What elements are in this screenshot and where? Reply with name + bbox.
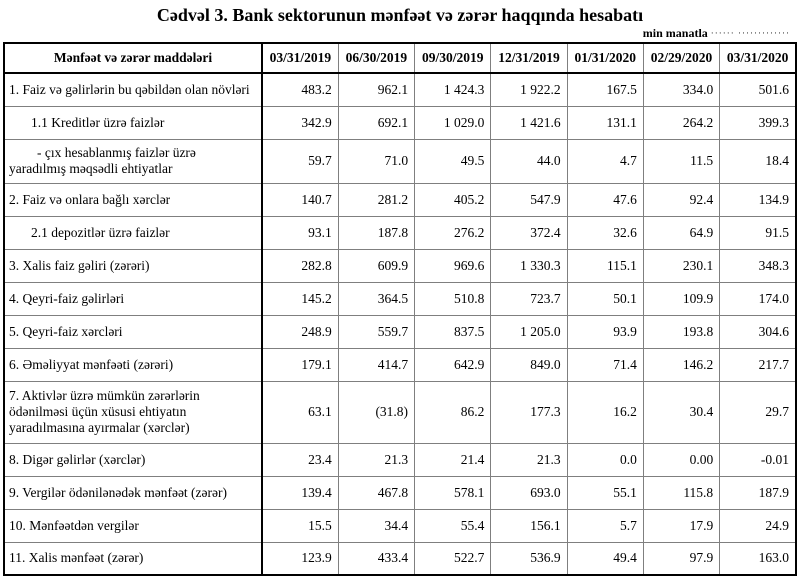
value-cell: 167.5	[567, 73, 643, 106]
value-cell: 5.7	[567, 509, 643, 542]
value-cell: 414.7	[338, 348, 414, 381]
value-cell: 501.6	[720, 73, 796, 106]
value-cell: 193.8	[643, 315, 719, 348]
value-cell: 372.4	[491, 216, 567, 249]
value-cell: 93.9	[567, 315, 643, 348]
unit-note-label: min manatla	[642, 26, 708, 40]
value-cell: 642.9	[415, 348, 491, 381]
value-cell: 145.2	[262, 282, 338, 315]
value-cell: 578.1	[415, 476, 491, 509]
value-cell: 115.8	[643, 476, 719, 509]
value-cell: 140.7	[262, 183, 338, 216]
value-cell: 1 922.2	[491, 73, 567, 106]
period-column-header: 03/31/2019	[262, 43, 338, 73]
period-column-header: 03/31/2020	[720, 43, 796, 73]
value-cell: 0.00	[643, 443, 719, 476]
value-cell: 139.4	[262, 476, 338, 509]
table-row	[4, 183, 796, 216]
value-cell: 86.2	[415, 381, 491, 443]
table-row	[4, 348, 796, 381]
row-label: 4. Qeyri-faiz gəlirləri	[4, 282, 262, 315]
value-cell: 510.8	[415, 282, 491, 315]
value-cell: 692.1	[338, 106, 414, 139]
row-label: 1. Faiz və gəlirlərin bu qəbildən olan növləri	[4, 73, 262, 106]
value-cell: 146.2	[643, 348, 719, 381]
value-cell: 849.0	[491, 348, 567, 381]
items-column-header: Mənfəət və zərər maddələri	[4, 43, 262, 73]
value-cell: 123.9	[262, 542, 338, 575]
value-cell: 177.3	[491, 381, 567, 443]
value-cell: 93.1	[262, 216, 338, 249]
table-row	[4, 249, 796, 282]
value-cell: 71.0	[338, 139, 414, 183]
leader-dots: ······ ·············	[710, 28, 790, 38]
value-cell: 32.6	[567, 216, 643, 249]
row-label: 8. Digər gəlirlər (xərclər)	[4, 443, 262, 476]
row-label: 10. Mənfəətdən vergilər	[4, 509, 262, 542]
row-label: 5. Qeyri-faiz xərcləri	[4, 315, 262, 348]
value-cell: 282.8	[262, 249, 338, 282]
value-cell: 467.8	[338, 476, 414, 509]
value-cell: 522.7	[415, 542, 491, 575]
value-cell: 264.2	[643, 106, 719, 139]
value-cell: 34.4	[338, 509, 414, 542]
value-cell: 179.1	[262, 348, 338, 381]
value-cell: 348.3	[720, 249, 796, 282]
value-cell: 23.4	[262, 443, 338, 476]
value-cell: 483.2	[262, 73, 338, 106]
unit-note	[0, 26, 800, 42]
value-cell: 364.5	[338, 282, 414, 315]
value-cell: 47.6	[567, 183, 643, 216]
value-cell: 1 029.0	[415, 106, 491, 139]
row-label: 11. Xalis mənfəət (zərər)	[4, 542, 262, 575]
value-cell: 187.9	[720, 476, 796, 509]
value-cell: 276.2	[415, 216, 491, 249]
value-cell: 334.0	[643, 73, 719, 106]
table-row	[4, 106, 796, 139]
row-label: 6. Əməliyyat mənfəəti (zərəri)	[4, 348, 262, 381]
value-cell: 115.1	[567, 249, 643, 282]
value-cell: 969.6	[415, 249, 491, 282]
value-cell: 59.7	[262, 139, 338, 183]
value-cell: 55.4	[415, 509, 491, 542]
value-cell: 21.3	[338, 443, 414, 476]
value-cell: 0.0	[567, 443, 643, 476]
period-column-header: 02/29/2020	[643, 43, 719, 73]
value-cell: 342.9	[262, 106, 338, 139]
value-cell: 399.3	[720, 106, 796, 139]
value-cell: 1 421.6	[491, 106, 567, 139]
period-column-header: 12/31/2019	[491, 43, 567, 73]
value-cell: 837.5	[415, 315, 491, 348]
value-cell: 131.1	[567, 106, 643, 139]
value-cell: -0.01	[720, 443, 796, 476]
value-cell: 281.2	[338, 183, 414, 216]
pl-table	[3, 42, 797, 576]
row-label: 1.1 Kreditlər üzrə faizlər	[4, 106, 262, 139]
header-row	[4, 43, 796, 73]
table-row	[4, 73, 796, 106]
table-row	[4, 282, 796, 315]
value-cell: 109.9	[643, 282, 719, 315]
value-cell: 55.1	[567, 476, 643, 509]
value-cell: 723.7	[491, 282, 567, 315]
value-cell: 962.1	[338, 73, 414, 106]
table-row	[4, 443, 796, 476]
value-cell: 405.2	[415, 183, 491, 216]
value-cell: 44.0	[491, 139, 567, 183]
value-cell: 248.9	[262, 315, 338, 348]
row-label: 3. Xalis faiz gəliri (zərəri)	[4, 249, 262, 282]
value-cell: 156.1	[491, 509, 567, 542]
value-cell: 433.4	[338, 542, 414, 575]
row-label: 9. Vergilər ödənilənədək mənfəət (zərər)	[4, 476, 262, 509]
row-label: - çıx hesablanmış faizlər üzrə yaradılmış məqsədli ehtiyatlar	[4, 139, 262, 183]
table-row	[4, 509, 796, 542]
table-header	[4, 43, 796, 73]
value-cell: 217.7	[720, 348, 796, 381]
value-cell: 17.9	[643, 509, 719, 542]
table-row	[4, 542, 796, 575]
value-cell: 230.1	[643, 249, 719, 282]
value-cell: 559.7	[338, 315, 414, 348]
value-cell: 30.4	[643, 381, 719, 443]
table-row	[4, 315, 796, 348]
table-row	[4, 476, 796, 509]
table-row	[4, 139, 796, 183]
table-row	[4, 216, 796, 249]
table-row	[4, 381, 796, 443]
value-cell: 50.1	[567, 282, 643, 315]
value-cell: 63.1	[262, 381, 338, 443]
value-cell: 64.9	[643, 216, 719, 249]
value-cell: 49.4	[567, 542, 643, 575]
value-cell: 91.5	[720, 216, 796, 249]
value-cell: 15.5	[262, 509, 338, 542]
period-column-header: 09/30/2019	[415, 43, 491, 73]
value-cell: 92.4	[643, 183, 719, 216]
value-cell: 97.9	[643, 542, 719, 575]
value-cell: 29.7	[720, 381, 796, 443]
value-cell: 71.4	[567, 348, 643, 381]
value-cell: 18.4	[720, 139, 796, 183]
value-cell: 187.8	[338, 216, 414, 249]
value-cell: 1 205.0	[491, 315, 567, 348]
value-cell: 24.9	[720, 509, 796, 542]
value-cell: 547.9	[491, 183, 567, 216]
value-cell: 11.5	[643, 139, 719, 183]
value-cell: 1 424.3	[415, 73, 491, 106]
value-cell: 693.0	[491, 476, 567, 509]
value-cell: 49.5	[415, 139, 491, 183]
value-cell: 16.2	[567, 381, 643, 443]
value-cell: 163.0	[720, 542, 796, 575]
table-body	[4, 73, 796, 575]
value-cell: 536.9	[491, 542, 567, 575]
value-cell: 609.9	[338, 249, 414, 282]
value-cell: 4.7	[567, 139, 643, 183]
period-column-header: 01/31/2020	[567, 43, 643, 73]
value-cell: 21.4	[415, 443, 491, 476]
row-label: 2.1 depozitlər üzrə faizlər	[4, 216, 262, 249]
row-label: 2. Faiz və onlara bağlı xərclər	[4, 183, 262, 216]
value-cell: 174.0	[720, 282, 796, 315]
row-label: 7. Aktivlər üzrə mümkün zərərlərin ödənilməsi üçün xüsusi ehtiyatın yaradılmasına ayırmalar (xərclər)	[4, 381, 262, 443]
page-title: Cədvəl 3. Bank sektorunun mənfəət və zərər haqqında hesabatı	[156, 5, 644, 25]
value-cell: 21.3	[491, 443, 567, 476]
value-cell: (31.8)	[338, 381, 414, 443]
value-cell: 1 330.3	[491, 249, 567, 282]
period-column-header: 06/30/2019	[338, 43, 414, 73]
value-cell: 304.6	[720, 315, 796, 348]
value-cell: 134.9	[720, 183, 796, 216]
